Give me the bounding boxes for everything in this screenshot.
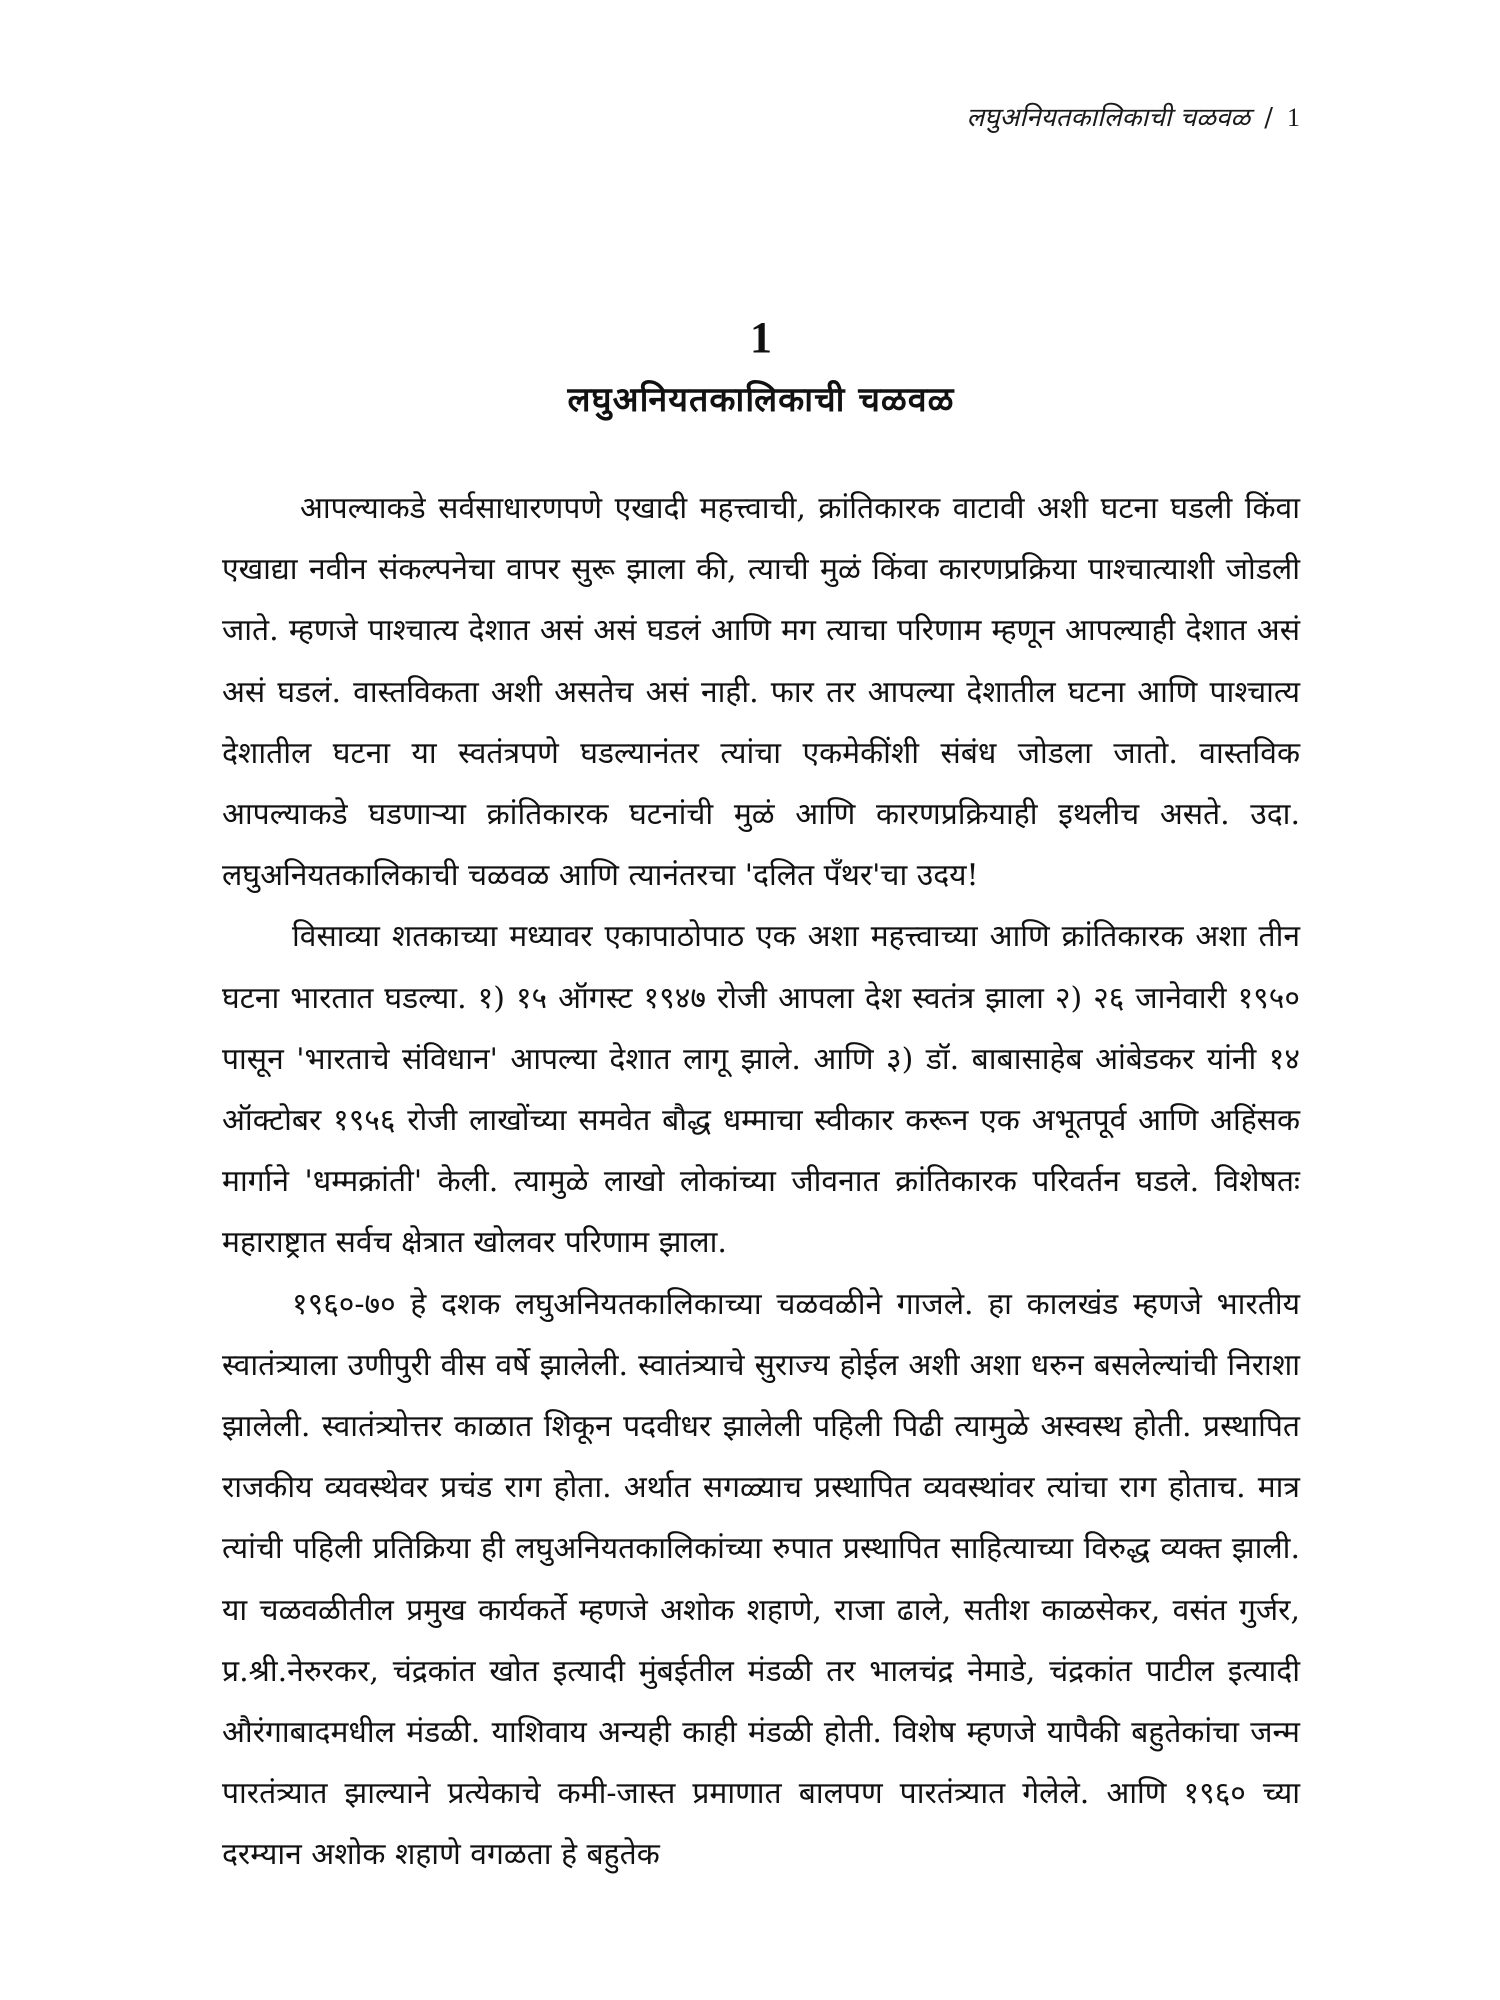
running-header [967,98,1300,134]
chapter-number: 1 [750,313,772,362]
chapter-title: लघुअनियतकालिकाची चळवळ [567,380,955,420]
running-header-separator: / [1264,103,1273,133]
running-header-title: लघुअनियतकालिकाची चळवळ [966,103,1251,133]
body-text [222,478,1300,1886]
page-number: 1 [1287,103,1300,132]
paragraph-2: विसाव्या शतकाच्या मध्यावर एकापाठोपाठ एक अशा महत्त्वाच्या आणि क्रांतिकारक अशा तीन घटना भारतात घडल्या. १) १५ ऑगस्ट १९४७ रोजी आपला देश स्वतंत्र झाला २) २६ जानेवारी १९५० पासून 'भारताचे संविधान' आपल्या देशात लागू झाले. आणि ३) डॉ. बाबासाहेब आंबेडकर यांनी १४ ऑक्टोबर १९५६ रोजी लाखोंच्या समवेत बौद्ध धम्माचा स्वीकार करून एक अभूतपूर्व आणि अहिंसक मार्गाने 'धम्मक्रांती' केली. त्यामुळे लाखो लोकांच्या जीवनात क्रांतिकारक परिवर्तन घडले. विशेषतः महाराष्ट्रात सर्वच क्षेत्रात खोलवर परिणाम झाला. [222,919,1300,1261]
paragraph-3: १९६०-७० हे दशक लघुअनियतकालिकाच्या चळवळीने गाजले. हा कालखंड म्हणजे भारतीय स्वातंत्र्याला उणीपुरी वीस वर्षे झालेली. स्वातंत्र्याचे सुराज्य होईल अशी अशा धरुन बसलेल्यांची निराशा झालेली. स्वातंत्र्योत्तर काळात शिकून पदवीधर झालेली पहिली पिढी त्यामुळे अस्वस्थ होती. प्रस्थापित राजकीय व्यवस्थेवर प्रचंड राग होता. अर्थात सगळ्याच प्रस्थापित व्यवस्थांवर त्यांचा राग होताच. मात्र त्यांची पहिली प्रतिक्रिया ही लघुअनियतकालिकांच्या रुपात प्रस्थापित साहित्याच्या विरुद्ध व्यक्त झाली. या चळवळीतील प्रमुख कार्यकर्ते म्हणजे अशोक शहाणे, राजा ढाले, सतीश काळसेकर, वसंत गुर्जर, प्र.श्री.नेरुरकर, चंद्रकांत खोत इत्यादी मुंबईतील मंडळी तर भालचंद्र नेमाडे, चंद्रकांत पाटील इत्यादी औरंगाबादमधील मंडळी. याशिवाय अन्यही काही मंडळी होती. विशेष म्हणजे यापैकी बहुतेकांचा जन्म पारतंत्र्यात झाल्याने प्रत्येकाचे कमी-जास्त प्रमाणात बालपण पारतंत्र्यात गेलेले. आणि १९६० च्या दरम्यान अशोक शहाणे वगळता हे बहुतेक [222,1286,1300,1873]
paragraph-1: आपल्याकडे सर्वसाधारणपणे एखादी महत्त्वाची, क्रांतिकारक वाटावी अशी घटना घडली किंवा एखाद्या नवीन संकल्पनेचा वापर सुरू झाला की, त्याची मुळं किंवा कारणप्रक्रिया पाश्चात्याशी जोडली जाते. म्हणजे पाश्चात्य देशात असं असं घडलं आणि मग त्याचा परिणाम म्हणून आपल्याही देशात असं असं घडलं. वास्तविकता अशी असतेच असं नाही. फार तर आपल्या देशातील घटना आणि पाश्चात्य देशातील घटना या स्वतंत्रपणे घडल्यानंतर त्यांचा एकमेकींशी संबंध जोडला जातो. वास्तविक आपल्याकडे घडणाऱ्या क्रांतिकारक घटनांची मुळं आणि कारणप्रक्रियाही इथलीच असते. उदा. लघुअनियतकालिकाची चळवळ आणि त्यानंतरचा 'दलित पँथर'चा उदय! [222,491,1300,894]
